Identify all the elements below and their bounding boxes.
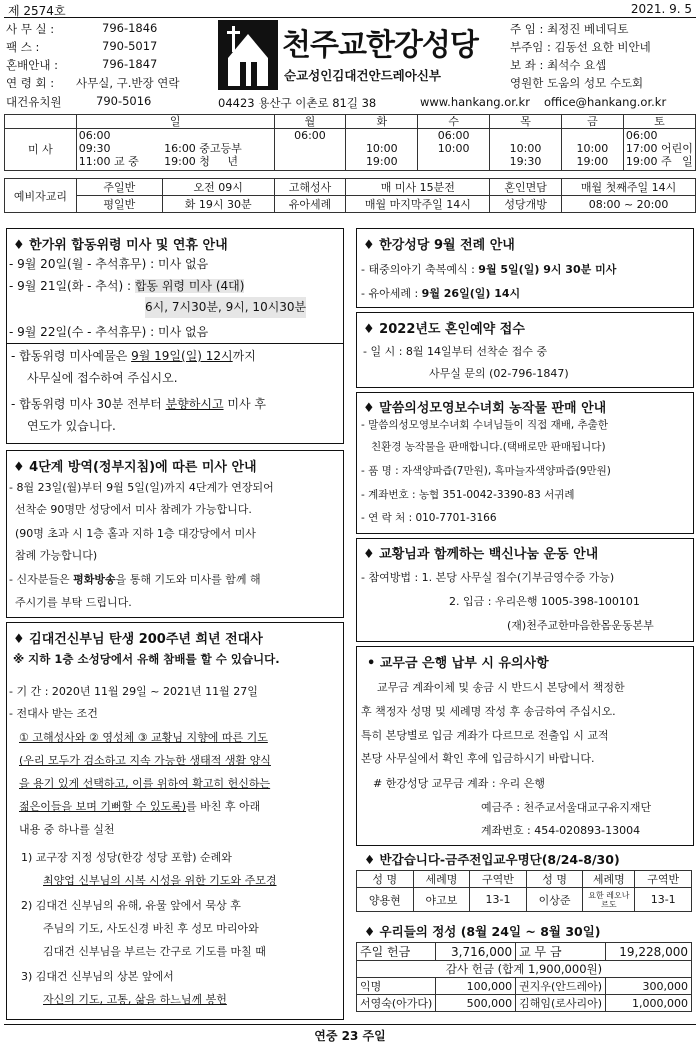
mass-time: 17:00 어린이 bbox=[625, 142, 693, 155]
notice-line: - 참여방법 : 1. 본당 사무실 접수(기부금영수증 가능) bbox=[361, 571, 615, 584]
issue-date: 2021. 9. 5 bbox=[630, 2, 692, 16]
donor-name: 권지우(안드레아) bbox=[516, 978, 606, 995]
newcomers-table bbox=[356, 870, 692, 912]
chuseok-notes bbox=[6, 344, 344, 444]
notice-text: - 태중의아기 축복예식 : bbox=[361, 263, 479, 276]
notice-text: 까지 bbox=[232, 349, 256, 363]
baptism-date: 9월 26일(일) 14시 bbox=[421, 287, 521, 300]
jubilee-period: - 기 간 : 2020년 11월 29일 ~ 2021년 11월 27일 bbox=[9, 685, 258, 698]
table-row bbox=[357, 978, 692, 995]
staff-role: 주 임 : bbox=[510, 22, 544, 36]
prep-cell: 유아세례 bbox=[274, 196, 346, 213]
notice-text: - 신자분들은 bbox=[9, 573, 74, 586]
mass-time: 10:00 bbox=[437, 142, 470, 155]
prep-cell: 매월 마지막주일 14시 bbox=[346, 196, 490, 213]
thursday-mass-times bbox=[490, 129, 562, 171]
jubilee-condition: 을 용기 있게 선택하고, 이를 위하여 확고히 헌신하는 bbox=[19, 777, 271, 790]
offering-value: 3,716,000 bbox=[436, 943, 516, 961]
donor-name: 서영숙(아가다) bbox=[357, 995, 436, 1012]
farm-sale-notice bbox=[356, 392, 694, 534]
table-row bbox=[357, 995, 692, 1012]
jubilee-notice bbox=[6, 622, 344, 1020]
prep-cell: 매월 첫째주일 14시 bbox=[562, 179, 696, 196]
staff-role: 부주임 : bbox=[510, 40, 551, 54]
notice-line: 참례 가능합니다) bbox=[15, 549, 98, 562]
tuesday-mass-times bbox=[346, 129, 418, 171]
mass-time: 19:00 bbox=[365, 155, 398, 168]
header-rule bbox=[4, 17, 696, 18]
notice-line: (90명 초과 시 1층 홀과 지하 1층 대강당에서 미사 bbox=[15, 527, 256, 540]
church-logo bbox=[218, 20, 278, 90]
notice-line: 본당 사무실에서 확인 후에 입금하시기 바랍니다. bbox=[361, 752, 595, 765]
donor-amount: 100,000 bbox=[436, 978, 516, 995]
quarantine-notice bbox=[6, 450, 344, 618]
notice-text: - 9월 21일(화 - 추석) : bbox=[9, 279, 135, 293]
notice-text: 를 바친 후 아래 bbox=[186, 800, 261, 813]
contact-label: 연 령 회 : bbox=[6, 76, 55, 90]
contact-value: 796-1847 bbox=[102, 57, 158, 71]
jubilee-item: 1) 교구장 지정 성당(한강 성당 포함) 순례와 bbox=[21, 851, 232, 864]
column-header: 성 명 bbox=[357, 871, 414, 888]
sacrament-info-table bbox=[4, 178, 696, 213]
table-row bbox=[357, 943, 692, 961]
offering-label: 교 무 금 bbox=[516, 943, 606, 961]
notice-line: - 말씀의성모영보수녀회 수녀님들이 직접 재배, 추출한 bbox=[361, 419, 608, 431]
table-cell: 양용현 bbox=[357, 888, 414, 912]
mass-schedule-table bbox=[4, 114, 696, 171]
contact-value: 사무실, 구.반장 연락 bbox=[76, 76, 180, 90]
mass-time: 11:00 교 중 bbox=[78, 155, 139, 168]
notice-line bbox=[19, 796, 260, 817]
tithe-account: 계좌번호 : 454-020893-13004 bbox=[481, 824, 641, 837]
offering-section bbox=[356, 922, 694, 1012]
sunday-mass-times-1 bbox=[76, 129, 162, 171]
mass-time: 16:00 중고등부 bbox=[164, 142, 242, 155]
mass-time: 19:00 bbox=[576, 155, 609, 168]
prep-cell: 화 19시 30분 bbox=[162, 196, 274, 213]
mass-time bbox=[492, 129, 559, 142]
liturgical-week: 연중 23 주일 bbox=[314, 1029, 386, 1043]
notice-text: 을 통해 기도와 미사를 함께 해 bbox=[115, 573, 261, 586]
notice-line: - 품 명 : 자색양파즙(7만원), 흑마늘자색양파즙(9만원) bbox=[361, 465, 611, 477]
table-header-row bbox=[357, 871, 692, 888]
notice-line bbox=[11, 394, 266, 415]
parish-website[interactable]: www.hankang.or.kr bbox=[420, 95, 530, 109]
day-header: 화 bbox=[346, 115, 418, 129]
parish-email[interactable]: office@hankang.or.kr bbox=[544, 95, 667, 109]
jubilee-condition: ① 고해성사와 ② 영성체 ③ 교황님 지향에 따른 기도 bbox=[19, 731, 268, 744]
notice-title: ♦ 김대건신부님 탄생 200주년 희년 전대사 bbox=[13, 632, 263, 647]
church-building-icon bbox=[218, 20, 278, 90]
jubilee-item: 최양업 신부님의 시복 시성을 위한 기도와 주모경 bbox=[43, 874, 277, 887]
highlight-text: 합동 위령 미사 (4대) bbox=[134, 279, 245, 293]
notice-line bbox=[361, 259, 616, 280]
mass-time: 06:00 bbox=[437, 129, 470, 142]
notice-title: ♦ 반갑습니다-금주전입교우명단(8/24-8/30) bbox=[364, 852, 620, 867]
notice-text: - 합동위령 미사 30분 전부터 bbox=[11, 397, 166, 411]
tithe-notice bbox=[356, 646, 694, 846]
notice-line: - 일 시 : 8월 14일부터 선착순 접수 중 bbox=[363, 345, 548, 358]
notice-line: (재)천주교한마음한몸운동본부 bbox=[507, 619, 654, 632]
broadcast-name: 평화방송 bbox=[73, 573, 116, 586]
mass-time: 19:00 주 일 bbox=[625, 155, 693, 168]
notice-text: 미사 후 bbox=[223, 397, 266, 411]
sunday-mass-times-2 bbox=[162, 129, 274, 171]
notice-title: • 교무금 은행 납부 시 유의사항 bbox=[367, 656, 549, 671]
saturday-mass-times bbox=[623, 129, 695, 171]
notice-line: 연도가 있습니다. bbox=[27, 419, 116, 433]
offering-label: 주일 헌금 bbox=[357, 943, 436, 961]
jubilee-item: 3) 김대건 신부님의 상본 앞에서 bbox=[21, 970, 174, 983]
notice-subtitle: ※ 지하 1층 소성당에서 유해 참배를 할 수 있습니다. bbox=[13, 652, 280, 666]
mass-row-label: 미 사 bbox=[5, 129, 77, 171]
notice-title: ♦ 교황님과 함께하는 백신나눔 운동 안내 bbox=[363, 547, 599, 562]
column-header: 구역반 bbox=[470, 871, 527, 888]
notice-line bbox=[9, 569, 261, 590]
column-header: 구역반 bbox=[635, 871, 692, 888]
jubilee-condition-head: - 전대사 받는 조건 bbox=[9, 707, 98, 720]
staff-name: 영원한 도움의 성모 수도회 bbox=[510, 76, 644, 90]
parish-address: 04423 용산구 이촌로 81길 38 bbox=[218, 96, 377, 110]
notice-title: ♦ 말씀의성모영보수녀회 농작물 판매 안내 bbox=[363, 401, 607, 416]
incense-text: 분향하시고 bbox=[165, 397, 224, 411]
notice-title: ♦ 한가위 합동위령 미사 및 연휴 안내 bbox=[13, 238, 228, 253]
donor-name: 익명 bbox=[357, 978, 436, 995]
day-header: 금 bbox=[561, 115, 623, 129]
notice-line: - 9월 20일(월 - 추석휴무) : 미사 없음 bbox=[9, 257, 209, 271]
notice-line: 사무실 문의 (02-796-1847) bbox=[429, 367, 569, 380]
notice-line: 6시, 7시30분, 9시, 10시30분 bbox=[145, 297, 306, 318]
prep-cell: 매 미사 15분전 bbox=[346, 179, 490, 196]
column-header: 세례명 bbox=[413, 871, 470, 888]
notice-line bbox=[11, 346, 256, 367]
liturgy-notice bbox=[356, 228, 694, 308]
wednesday-mass-times bbox=[418, 129, 490, 171]
notice-text: - 합동위령 미사예물은 bbox=[11, 349, 132, 363]
jubilee-item: 김대건 신부님을 부르는 간구로 기도를 마칠 때 bbox=[43, 945, 266, 958]
mass-time: 19:30 bbox=[509, 155, 542, 168]
chuseok-notice bbox=[6, 228, 344, 344]
donor-amount: 500,000 bbox=[436, 995, 516, 1012]
notice-line: - 9월 22일(수 - 추석휴무) : 미사 없음 bbox=[9, 325, 209, 339]
notice-title: ♦ 한강성당 9월 전례 안내 bbox=[363, 238, 515, 253]
contact-value: 790-5017 bbox=[102, 39, 158, 53]
day-header: 월 bbox=[274, 115, 346, 129]
prep-cell: 혼인면담 bbox=[490, 179, 562, 196]
prep-cell: 08:00 ~ 20:00 bbox=[562, 196, 696, 213]
contact-value: 796-1846 bbox=[102, 21, 158, 35]
column-header: 성 명 bbox=[526, 871, 583, 888]
table-row bbox=[357, 961, 692, 978]
jubilee-item: 주님의 기도, 사도신경 바친 후 성모 마리아와 bbox=[43, 922, 259, 935]
donor-name: 김해임(로사리아) bbox=[516, 995, 606, 1012]
prep-cell: 고해성사 bbox=[274, 179, 346, 196]
notice-line bbox=[361, 283, 520, 304]
mass-time: 06:00 bbox=[294, 129, 326, 142]
day-header: 수 bbox=[418, 115, 490, 129]
table-cell: 이상준 bbox=[526, 888, 583, 912]
donor-amount: 1,000,000 bbox=[606, 995, 692, 1012]
jubilee-item: 2) 김대건 신부님의 유해, 유물 앞에서 묵상 후 bbox=[21, 899, 241, 912]
contact-label: 대건유치원 bbox=[6, 95, 62, 109]
notice-line: 특히 본당별로 입금 계좌가 다르므로 전출입 시 교적 bbox=[361, 729, 609, 742]
contact-label: 혼배안내 : bbox=[6, 58, 58, 72]
notice-line: 주시기를 부탁 드립니다. bbox=[15, 596, 132, 609]
jubilee-condition: (우리 모두가 검소하고 지속 가능한 생태적 생활 양식 bbox=[19, 754, 271, 767]
mass-time: 19:00 청 년 bbox=[164, 155, 239, 168]
vaccine-notice bbox=[356, 538, 694, 642]
notice-line bbox=[9, 276, 244, 297]
table-row bbox=[357, 888, 692, 912]
prep-cell: 주일반 bbox=[76, 179, 162, 196]
staff-name: 최정진 베네딕토 bbox=[547, 22, 629, 36]
parish-patron: 순교성인김대건안드레아신부 bbox=[284, 68, 441, 83]
tithe-account: # 한강성당 교무금 계좌 : 우리 은행 bbox=[373, 777, 546, 790]
jubilee-item: 자신의 기도, 고통, 삶을 하느님께 봉헌 bbox=[43, 993, 227, 1006]
mass-time: 10:00 bbox=[365, 142, 398, 155]
offering-table bbox=[356, 942, 692, 1012]
notice-line: 내용 중 하나를 실천 bbox=[19, 823, 115, 836]
jubilee-condition: 젊은이들을 보며 기뻐할 수 있도록) bbox=[19, 800, 187, 813]
contact-value: 790-5016 bbox=[96, 94, 152, 108]
day-header: 목 bbox=[490, 115, 562, 129]
deadline-text: 9월 19일(일) 12시 bbox=[131, 349, 233, 363]
catechumen-label: 예비자교리 bbox=[5, 179, 77, 213]
notice-title: ♦ 2022년도 혼인예약 접수 bbox=[363, 322, 525, 337]
contact-label: 사 무 실 : bbox=[6, 22, 55, 36]
notice-text: - 유아세례 : bbox=[361, 287, 422, 300]
prep-cell: 오전 09시 bbox=[162, 179, 274, 196]
staff-name: 최석수 요셉 bbox=[547, 58, 607, 72]
blessing-date: 9월 5일(일) 9시 30분 미사 bbox=[478, 263, 617, 276]
day-header: 토 bbox=[623, 115, 695, 129]
table-cell: 13-1 bbox=[470, 888, 527, 912]
notice-line: 교무금 계좌이체 및 송금 시 반드시 본당에서 책정한 bbox=[377, 681, 625, 694]
notice-line: 후 책정자 성명 및 세례명 작성 후 송금하여 주십시오. bbox=[361, 705, 616, 718]
mass-time bbox=[564, 129, 621, 142]
footer-rule bbox=[4, 1024, 696, 1025]
day-header: 일 bbox=[76, 115, 274, 129]
contact-label: 팩 스 : bbox=[6, 40, 40, 54]
staff-role: 보 좌 : bbox=[510, 58, 544, 72]
staff-name: 김동선 요한 비안네 bbox=[554, 40, 651, 54]
notice-line: 선착순 90명만 성당에서 미사 참례가 가능합니다. bbox=[15, 503, 252, 516]
notice-line: 친환경 농작물을 판매합니다.(택배로만 판매됩니다) bbox=[371, 441, 606, 453]
monday-mass-times bbox=[274, 129, 346, 171]
mass-time: 10:00 bbox=[509, 142, 542, 155]
table-cell: 13-1 bbox=[635, 888, 692, 912]
notice-line: - 8월 23일(월)부터 9월 5일(일)까지 4단계가 연장되어 bbox=[9, 481, 274, 494]
donor-amount: 300,000 bbox=[606, 978, 692, 995]
parish-name: 천주교한강성당 bbox=[282, 28, 478, 63]
mass-time: 10:00 bbox=[576, 142, 609, 155]
notice-line: - 연 락 처 : 010-7701-3166 bbox=[361, 512, 497, 524]
column-header: 세례명 bbox=[583, 871, 635, 888]
schedule-corner bbox=[5, 115, 77, 129]
notice-title: ♦ 4단계 방역(정부지침)에 따른 미사 안내 bbox=[13, 460, 257, 475]
mass-time: 06:00 bbox=[625, 129, 658, 142]
welcome-section bbox=[356, 850, 694, 912]
offering-value: 19,228,000 bbox=[606, 943, 692, 961]
prep-cell: 성당개방 bbox=[490, 196, 562, 213]
notice-title: ♦ 우리들의 정성 (8월 24일 ~ 8월 30일) bbox=[364, 924, 601, 939]
mass-time: 09:30 bbox=[78, 142, 111, 155]
tithe-account: 예금주 : 천주교서울대교구유지재단 bbox=[481, 801, 652, 814]
friday-mass-times bbox=[561, 129, 623, 171]
prep-cell: 평일반 bbox=[76, 196, 162, 213]
notice-line: 사무실에 접수하여 주십시오. bbox=[27, 371, 178, 385]
mass-time bbox=[164, 129, 271, 142]
issue-number: 제 2574호 bbox=[8, 4, 66, 18]
table-cell: 요한 레오나르도 bbox=[583, 888, 635, 912]
mass-time bbox=[348, 129, 415, 142]
wedding-notice bbox=[356, 312, 694, 388]
mass-time: 06:00 bbox=[78, 129, 111, 142]
table-cell: 야고보 bbox=[413, 888, 470, 912]
notice-line: - 계좌번호 : 농협 351-0042-3390-83 서귀례 bbox=[361, 489, 575, 501]
thanks-offering-total: 감사 헌금 (합계 1,900,000원) bbox=[357, 961, 692, 978]
notice-line: 2. 입금 : 우리은행 1005-398-100101 bbox=[449, 595, 640, 608]
